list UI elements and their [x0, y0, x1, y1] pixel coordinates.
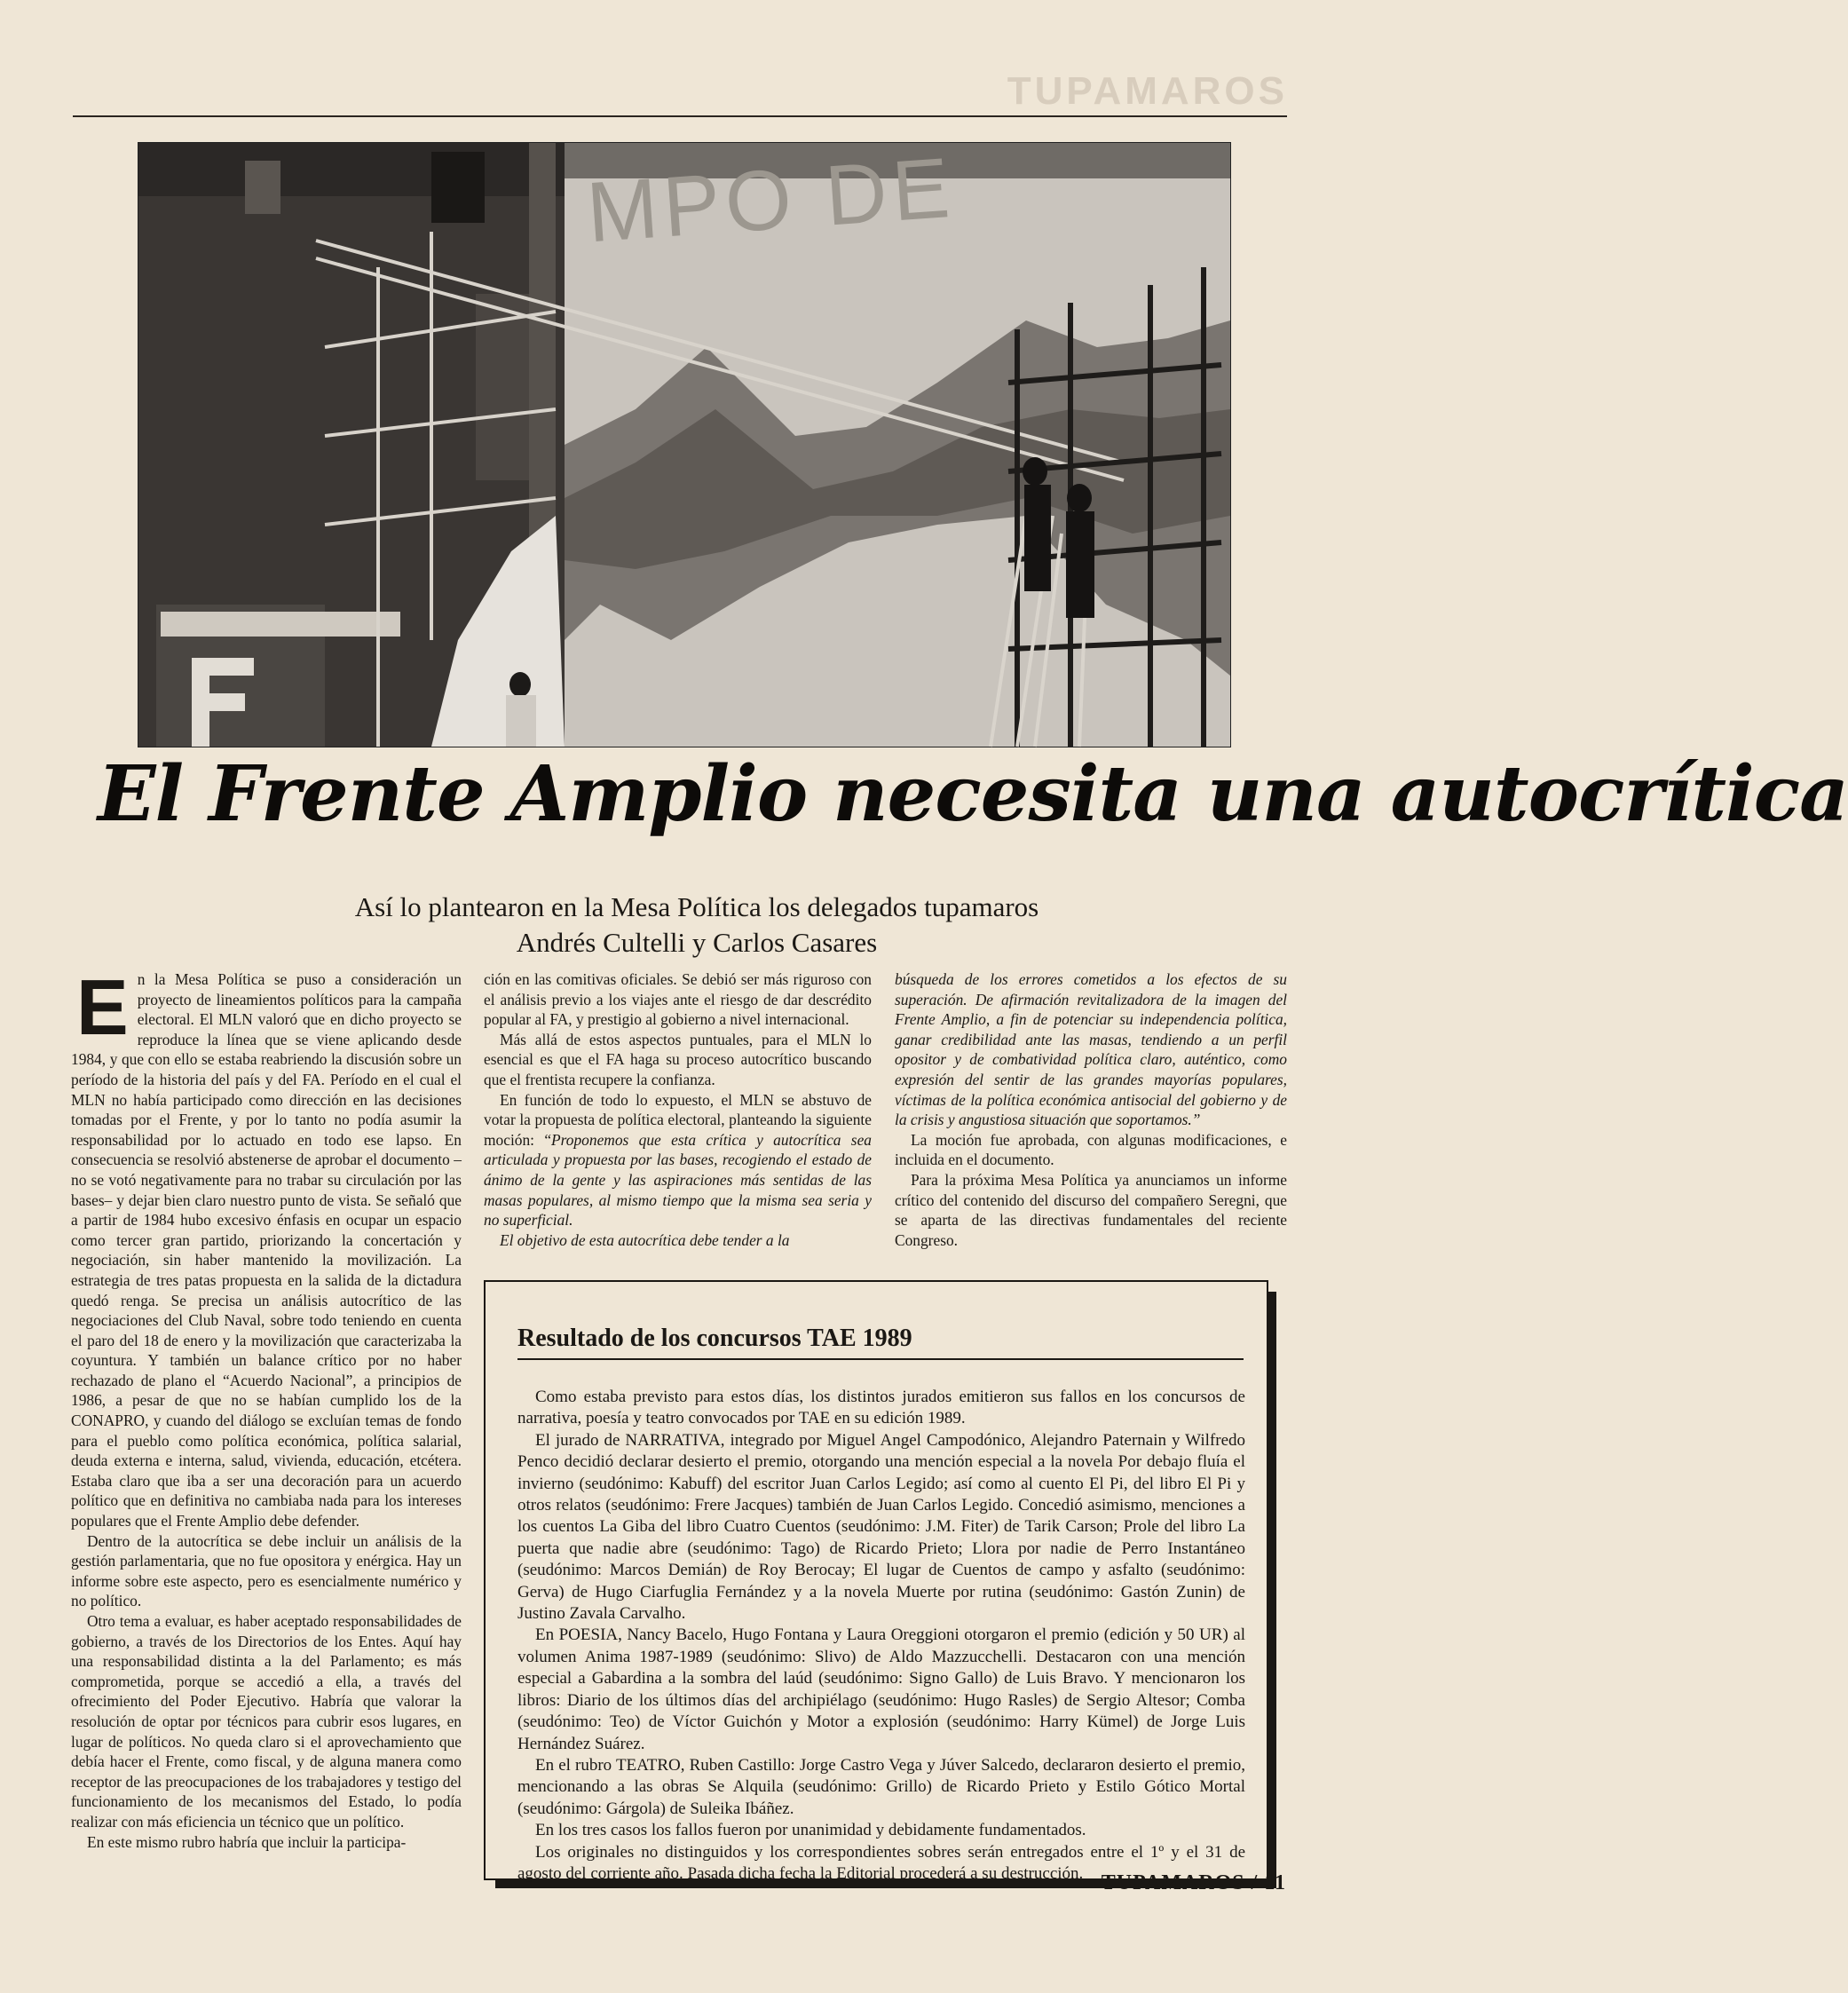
article-column-3	[895, 969, 1287, 1271]
box-paragraph: En los tres casos los fallos fueron por unanimidad y debidamente fundamentados.	[535, 1821, 1086, 1840]
article-column-2	[484, 969, 872, 1271]
article-paragraph: búsqueda de los errores cometidos a los efectos de su superación. De afirmación revitalizadora de la imagen del Frente Amplio, a fin de potenciar su independencia política, ganar credibilidad ante las masas, tendiendo a un perfil opositor y de combatividad política claro, auténtico, como expresión del sentir de las grandes mayorías populares, víctimas de la política económica antisocial del gobierno y de la crisis y angustiosa situación que soportamos.”	[895, 970, 1287, 1129]
paragraph-text: n la Mesa Política se puso a consideración un proyecto de lineamientos políticos para la campaña electoral. El MLN valoró que en dicho proyecto se reproduce la línea que se viene aplicando desde 1984, y que con ello se estaba reabriendo la discusión sobre un período de la historia del país y del FA. Período en el cual el MLN no había participado como dirección en las decisiones tomadas por el Frente, y por lo tanto no podía asumir la responsabilidad por lo actuado en todo ese lapso. En consecuencia se resolvió abstenerse de aprobar el documento –no se votó negativamente para no trabar su circulación por las bases– y dejar bien claro nuestro punto de vista. Se señaló que a partir de 1984 hubo excesivo énfasis en ocupar un espacio como tercer gran partido, priorizando la concertación y negociación, sin haber mantenido la movilización. La estrategia de tres patas propuesta en la salida de la dictadura quedó renga. Se precisa un análisis autocrítico de las negociaciones del Club Naval, sobre todo teniendo en cuenta el paro del 18 de enero y la movilización que caracterizaba la coyuntura. Y también un balance crítico por no haber rechazado de plano el “Acuerdo Nacional”, a principios de 1986, a pesar de que no se habían cumplido los de la CONAPRO, y cuando del diálogo se excluían temas de fondo para el pueblo como política económica, política salarial, deuda externa e interna, salud, vivienda, educación, etcétera. Estaba claro que iba a ser una decoración para un acuerdo político que en definitiva no cambiaba nada para los intereses populares que el Frente Amplio debe defender.	[71, 970, 462, 1530]
drop-cap: E	[76, 963, 129, 1051]
article-paragraph: En función de todo lo expuesto, el MLN se abstuvo de votar la propuesta de política electoral, planteando la siguiente moción: “Proponemos que esta crítica y autocrítica sea articulada y propuesta por las bases, recogiendo el estado de ánimo de la gente y las aspiraciones más sentidas de las masas populares, al mismo tiempo que la misma sea seria y no superficial.	[484, 1090, 872, 1230]
subtitle-line-2: Andrés Cultelli y Carlos Casares	[516, 927, 878, 958]
box-paragraph: El jurado de NARRATIVA, integrado por Miguel Angel Campodónico, Alejandro Paternain y Wilfredo Penco decidió declarar desierto el premio, otorgando una mención especial a la novela Por debajo fluía el invierno (seudónimo: Kabuff) del escritor Juan Carlos Legido; así como al cuento El Pi, del libro El Pi y otros relatos (seudónimo: Frere Jacques) también de Juan Carlos Legido. Concedió asimismo, menciones a los cuentos La Giba del libro Cuatro Cuentos (seudónimo: J.M. Fiter) de Tarik Carson; Prole del libro La puerta que nadie abre (seudónimo: Tago) de Ricardo Prieto; Llora por nadie de Perro Instantáneo (seudónimo: Marcos Demián) de Roy Berocay; El lugar de Cuentos de campo y asfalto (seudónimo: Gerva) de Hugo Ciarfuglia Fernández y a la novela Muerte por rutina (seudónimo: Gastón Zunin) de Justino Zavala Carvalho.	[517, 1430, 1245, 1624]
page-footer: TUPAMAROS / 11	[1101, 1871, 1286, 1894]
article-paragraph: Otro tema a evaluar, es haber aceptado responsabilidades de gobierno, a través de los Directorios de los Entes. Aquí hay una responsabilidad distinta a la del Parlamento; es más comprometida, porque se accedió a ella, a través del ofrecimiento del Poder Ejecutivo. Habría que valorar la resolución de optar por técnicos para cubrir esos lugares, en lugar de políticos. No queda claro si el aprovechamiento que debía hacer el Frente, como fiscal, y de alguna manera como receptor de las preocupaciones de los trabajadores y testigo del funcionamiento de los mecanismos del Estado, lo podía realizar con más eficiencia un técnico que un político.	[71, 1612, 462, 1831]
article-paragraph: Dentro de la autocrítica se debe incluir un análisis de la gestión parlamentaria, que no fue opositora y enérgica. Hay un informe sobre este aspecto, pero es esencialmente numérico y no político.	[71, 1531, 462, 1610]
mural-photograph	[138, 139, 1231, 747]
tae-contest-box	[484, 1280, 1268, 1883]
show-through-text: TUPAMAROS	[1007, 69, 1288, 113]
box-paragraph: En POESIA, Nancy Bacelo, Hugo Fontana y Laura Oreggioni otorgaron el premio (edición y 50 UR) al volumen Anima 1987-1989 (seudónimo: Slivo) de Aldo Mazzucchelli. Destacaron con una mención especial a Gabardina a la sombra del laúd (seudónimo: Signo Gallo) de Luis Bravo. Y mencionaron los libros: Diario de los últimos días del archipiélago (seudónimo: Hugo Rasles) de Sergio Altesor; Comba (seudónimo: Teo) de Víctor Guichón y Motor a explosión (seudónimo: Harry Kümel) de Jorge Luis Hernández Suárez.	[517, 1625, 1245, 1753]
subtitle-line-1: Así lo plantearon en la Mesa Política los delegados tupamaros	[354, 891, 1039, 922]
box-paragraph: En el rubro TEATRO, Ruben Castillo: Jorge Castro Vega y Júver Salcedo, declararon desierto el premio, mencionando a las obras Se Alquila (seudónimo: Grillo) de Ricardo Prieto y Estilo Gótico Mortal (seudónimo: Gárgola) de Suleika Ibáñez.	[517, 1755, 1245, 1818]
motion-quote: Proponemos que esta crítica y autocrítica sea articulada y propuesta por las bases, recogiendo el estado de ánimo de la gente y las aspiraciones más sentidas de las masas populares, al mismo tiempo que la misma sea seria y no superficial.	[484, 1130, 872, 1230]
box-title: Resultado de los concursos TAE 1989	[517, 1325, 912, 1352]
article-paragraph: Para la próxima Mesa Política ya anunciamos un informe crítico del contenido del discurso del compañero Seregni, que se aparta de las directivas fundamentales del reciente Congreso.	[895, 1170, 1287, 1249]
article-paragraph: La moción fue aprobada, con algunas modificaciones, e incluida en el documento.	[895, 1130, 1287, 1169]
motion-intro: En función de todo lo expuesto, el MLN se abstuvo de votar la propuesta de política electoral, planteando la siguiente moción:	[484, 1090, 872, 1149]
box-title-rule	[517, 1358, 1244, 1360]
box-body	[517, 1387, 1245, 1885]
headline: El Frente Amplio necesita una autocrítica	[98, 749, 1848, 839]
article-column-1	[71, 963, 462, 1902]
mural-sign-text: MPO DE	[583, 139, 958, 261]
subtitle	[195, 890, 1198, 961]
article-paragraph: Más allá de estos aspectos puntuales, para el MLN lo esencial es que el FA haga su proceso autocrítico buscando que el frentista recupere la confianza.	[484, 1030, 872, 1088]
article-paragraph: En este mismo rubro habría que incluir la participa-	[87, 1832, 407, 1851]
top-rule	[73, 115, 1287, 117]
article-paragraph: ción en las comitivas oficiales. Se debió ser más riguroso con el análisis previo a los viajes ante el riesgo de dar descrédito popular al FA, y prestigio al gobierno a nivel internacional.	[484, 970, 872, 1029]
box-paragraph: Los originales no distinguidos y los correspondientes sobres serán entregados entre el 1º y el 31 de agosto del corriente año. Pasada dicha fecha la Editorial procederá a su destrucción.	[517, 1842, 1245, 1883]
article-paragraph: El objetivo de esta autocrítica debe tender a la	[500, 1230, 790, 1249]
article-paragraph	[71, 963, 462, 1531]
box-paragraph: Como estaba previsto para estos días, los distintos jurados emitieron sus fallos en los concursos de narrativa, poesía y teatro convocados por TAE en su edición 1989.	[517, 1388, 1245, 1428]
